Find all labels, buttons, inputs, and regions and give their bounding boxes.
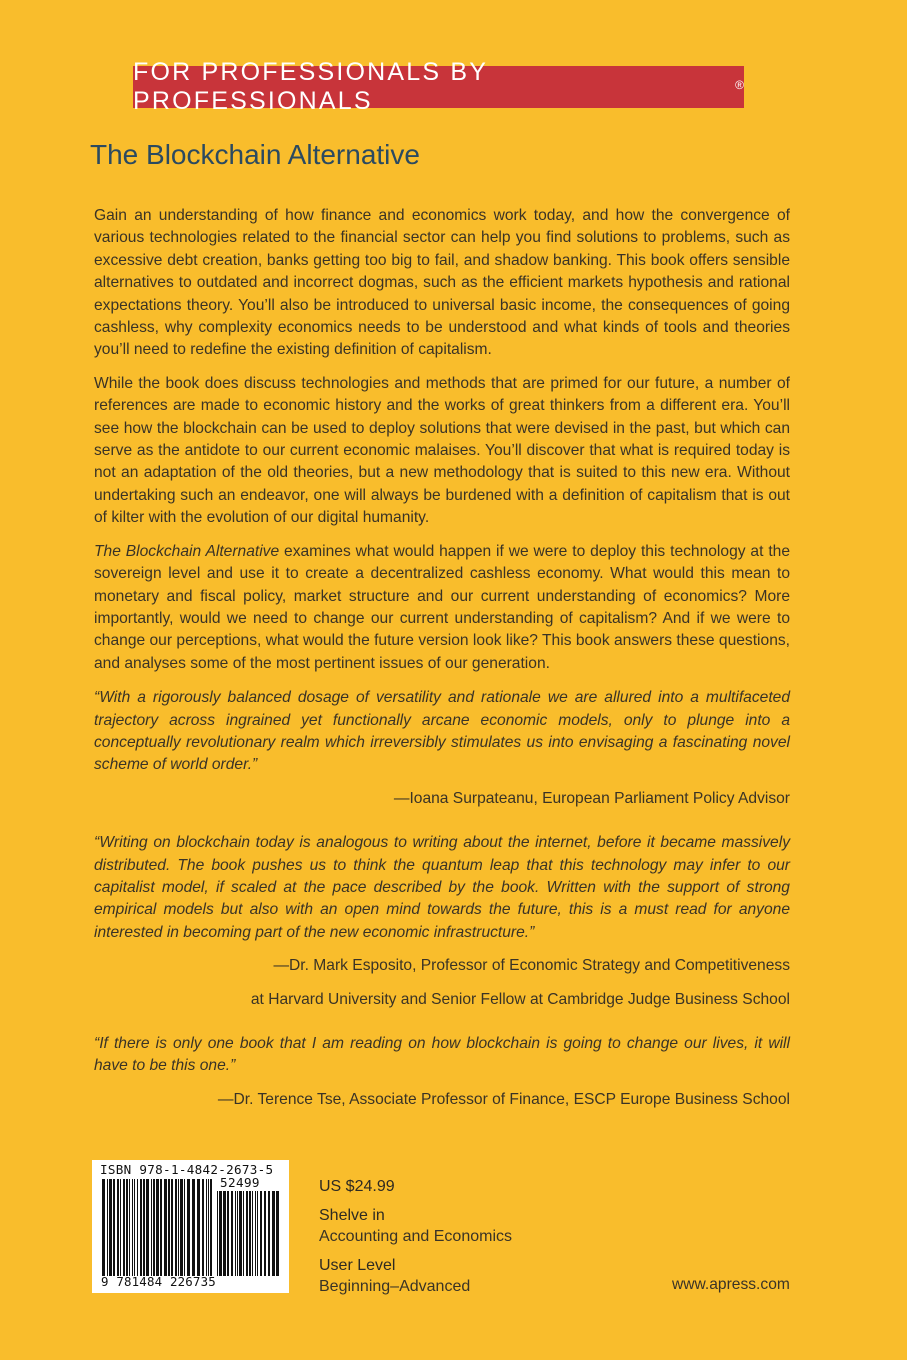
price-addon-number: 52499	[220, 1175, 260, 1190]
endorsement-1	[94, 687, 790, 810]
description-paragraph-1: Gain an understanding of how finance and economics work today, and how the convergence of various technologies related to the financial sector can help you find solutions to problems, such as excessive debt creation, banks getting too big to fail, and shadow banking. This book offers sensible alternatives to outdated and incorrect dogmas, such as the efficient markets hypothesis and rational expectations theory. You’ll also be introduced to universal basic income, the consequences of going cashless, why complexity economics needs to be understood and what kinds of tools and theories you’ll need to redefine the existing definition of capitalism.	[94, 207, 790, 359]
price-and-shelving	[319, 1176, 512, 1297]
user-level-value: Beginning–Advanced	[319, 1278, 471, 1295]
endorsement-3	[94, 1033, 790, 1111]
series-banner	[133, 58, 744, 115]
isbn-number: ISBN 978-1-4842-2673-5	[100, 1162, 274, 1177]
user-level-label: User Level	[319, 1257, 396, 1274]
shelve-label: Shelve in	[319, 1207, 385, 1224]
endorsement-2	[94, 832, 790, 1011]
paragraph-3-body: examines what would happen if we were to deploy this technology at the sovereign level and use it to create a decentralized cashless economy. What would this mean to monetary and fiscal policy, market structure and our current understanding of economics? More importantly, would we need to change our current understanding of capitalism? And if we were to change our perceptions, what would the future version look like? This book answers these questions, and analyses some of the most pertinent issues of our generation.	[94, 542, 790, 672]
endorsement-quote: “If there is only one book that I am reading on how blockchain is going to change our lives, it will have to be this one.”	[94, 1035, 790, 1075]
back-cover-text	[94, 205, 790, 1122]
endorsement-quote: “With a rigorously balanced dosage of versatility and rationale we are allured into a multifaceted trajectory across ingrained yet functionally arcane economic models, only to plunge into a conceptually revolutionary realm which irreversibly stimulates us into envisaging a fascinating novel scheme of world order.”	[94, 689, 790, 774]
book-title-italic: The Blockchain Alternative	[94, 542, 280, 560]
book-title: The Blockchain Alternative	[90, 139, 420, 170]
endorsement-attribution: —Dr. Mark Esposito, Professor of Economic Strategy and Competitiveness	[273, 957, 790, 975]
series-banner-text: FOR PROFESSIONALS BY PROFESSIONALS	[133, 58, 488, 115]
description-paragraph-3	[94, 541, 790, 675]
registered-mark: ®	[735, 78, 744, 92]
isbn-barcode	[92, 1160, 289, 1293]
endorsement-attribution: —Ioana Surpateanu, European Parliament Policy Advisor	[393, 789, 790, 807]
publisher-url: www.apress.com	[672, 1276, 790, 1293]
shelve-category: Accounting and Economics	[319, 1228, 512, 1245]
addon-bars-icon	[217, 1191, 279, 1276]
endorsement-quote: “Writing on blockchain today is analogous to writing about the internet, before it became massively distributed. The book pushes us to think the quantum leap that this technology may infer to our capitalist model, if scaled at the pace described by the book. Written with the support of strong empirical models but also with an open mind towards the future, this is a must read for anyone interested in becoming part of the new economic infrastructure.”	[94, 834, 790, 941]
endorsement-attribution: —Dr. Terence Tse, Associate Professor of Finance, ESCP Europe Business School	[217, 1090, 790, 1108]
price: US $24.99	[319, 1178, 395, 1195]
barcode-bars-icon	[102, 1179, 214, 1276]
description-paragraph-2: While the book does discuss technologies and methods that are primed for our future, a number of references are made to economic history and the works of great thinkers from a different era. You’ll see how the blockchain can be used to deploy solutions that were devised in the past, but which can serve as the antidote to our current economic malaises. You’ll discover that what is required today is not an adaptation of the old theories, but a new methodology that is suited to this new era. Without undertaking such an endeavor, one will always be burdened with a definition of capitalism that is out of kilter with the evolution of our digital humanity.	[94, 374, 790, 527]
ean-number: 9 781484 226735	[101, 1274, 216, 1289]
endorsement-attribution-line-2: at Harvard University and Senior Fellow at Cambridge Judge Business School	[250, 990, 790, 1008]
